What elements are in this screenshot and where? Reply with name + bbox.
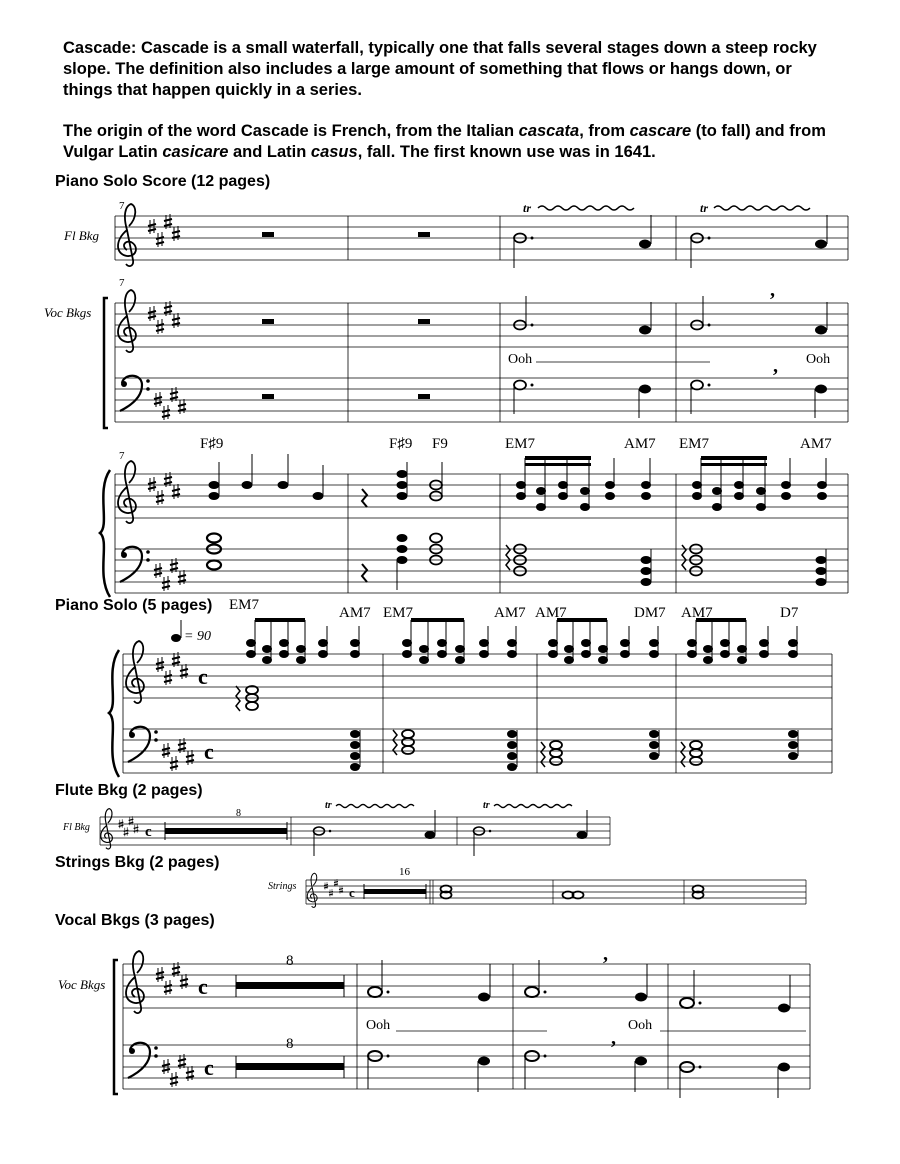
svg-text:c: c <box>204 739 214 764</box>
chord-symbol: AM7 <box>800 436 832 452</box>
lyric-ooh: Ooh <box>806 352 831 367</box>
chord-symbol: F9 <box>432 436 448 452</box>
bass-clef-icon <box>128 727 158 762</box>
lyric-ooh: Ooh <box>628 1018 653 1033</box>
flute-bkg-staff <box>100 805 610 857</box>
score-vocal-label: Voc Bkgs <box>44 305 92 320</box>
score-piano-staves <box>100 454 848 597</box>
chord-symbol: EM7 <box>505 436 535 452</box>
strings-bkg-label: Strings <box>268 881 297 892</box>
svg-text:c: c <box>145 824 152 840</box>
chord-symbol: AM7 <box>624 436 656 452</box>
vocal-bkgs-label: Voc Bkgs <box>58 977 106 992</box>
chord-symbol: EM7 <box>679 436 709 452</box>
origin-word-cascare: cascare <box>629 122 692 140</box>
origin-text-1: The origin of the word Cascade is French, from the Italian <box>63 122 519 140</box>
svg-text:,: , <box>770 279 775 301</box>
strings-bkg-staff <box>306 873 806 907</box>
measure-number: 7 <box>119 450 125 462</box>
lyric-ooh: Ooh <box>508 352 533 367</box>
chord-symbol: EM7 <box>383 605 413 621</box>
origin-word-casicare: casicare <box>162 143 229 161</box>
intro-paragraph-definition: Cascade: Cascade is a small waterfall, typically one that falls several stages down a steep rocky slope. The definition also includes a large amount of something that flows or hangs down, or things that happen quickly in a series. <box>63 39 817 99</box>
origin-text-2: , from <box>579 122 630 140</box>
whole-rest <box>262 232 274 237</box>
treble-clef-icon <box>118 461 136 523</box>
origin-text-3: (to fall) and from Vulgar Latin <box>63 122 826 161</box>
origin-word-cascata: cascata <box>518 122 580 140</box>
whole-rest <box>418 232 430 237</box>
lyric-ooh: Ooh <box>366 1018 391 1033</box>
measure-number: 7 <box>119 277 125 289</box>
tempo-marking: = 90 <box>184 629 211 644</box>
heading-vocal-bkgs: Vocal Bkgs (3 pages) <box>55 912 215 929</box>
heading-piano-solo: Piano Solo (5 pages) <box>55 597 213 614</box>
heading-piano-solo-score: Piano Solo Score (12 pages) <box>55 173 271 190</box>
multirest-count: 8 <box>286 953 294 969</box>
origin-word-casus: casus <box>310 143 358 161</box>
bass-clef-icon <box>120 376 150 411</box>
chord-symbol: F♯9 <box>200 436 224 452</box>
flute-bkg-label: Fl Bkg <box>63 822 90 833</box>
treble-clef-icon <box>118 290 136 352</box>
svg-text:c: c <box>349 885 355 900</box>
svg-text:,: , <box>611 1027 616 1049</box>
multirest-count: 16 <box>399 866 410 878</box>
svg-text:c: c <box>204 1055 214 1080</box>
heading-flute-bkg: Flute Bkg (2 pages) <box>55 782 203 799</box>
svg-text:,: , <box>773 355 778 377</box>
score-flute-staff <box>115 204 848 268</box>
svg-text:c: c <box>198 664 208 689</box>
heading-strings-bkg: Strings Bkg (2 pages) <box>55 854 220 871</box>
chord-symbol: DM7 <box>634 605 666 621</box>
origin-text-4: and Latin <box>228 143 311 161</box>
score-vocal-staves <box>104 279 848 428</box>
multirest-count: 8 <box>236 808 241 819</box>
origin-text-5: , fall. The first known use was in 1641. <box>357 143 656 161</box>
treble-clef-icon <box>126 641 144 703</box>
svg-text:,: , <box>603 943 608 965</box>
trill-mark: tr <box>523 201 532 215</box>
trill-mark: tr <box>325 800 332 811</box>
chord-symbol: D7 <box>780 605 799 621</box>
chord-symbol: F♯9 <box>389 436 413 452</box>
bass-clef-icon <box>120 547 150 582</box>
trill-mark: tr <box>483 800 490 811</box>
chord-symbol: AM7 <box>681 605 713 621</box>
score-flute-label: Fl Bkg <box>64 228 100 243</box>
chord-symbol: AM7 <box>535 605 567 621</box>
measure-number: 7 <box>119 200 125 212</box>
svg-text:c: c <box>198 974 208 999</box>
chord-symbol: AM7 <box>339 605 371 621</box>
chord-symbol: EM7 <box>229 597 259 613</box>
treble-clef-icon <box>126 951 144 1013</box>
bass-clef-icon <box>128 1043 158 1078</box>
chord-symbol: AM7 <box>494 605 526 621</box>
vocal-bkgs-staves <box>114 943 810 1098</box>
trill-mark: tr <box>700 201 709 215</box>
multirest-count: 8 <box>286 1036 294 1052</box>
treble-clef-icon <box>118 204 136 266</box>
piano-solo-staves <box>109 618 832 777</box>
